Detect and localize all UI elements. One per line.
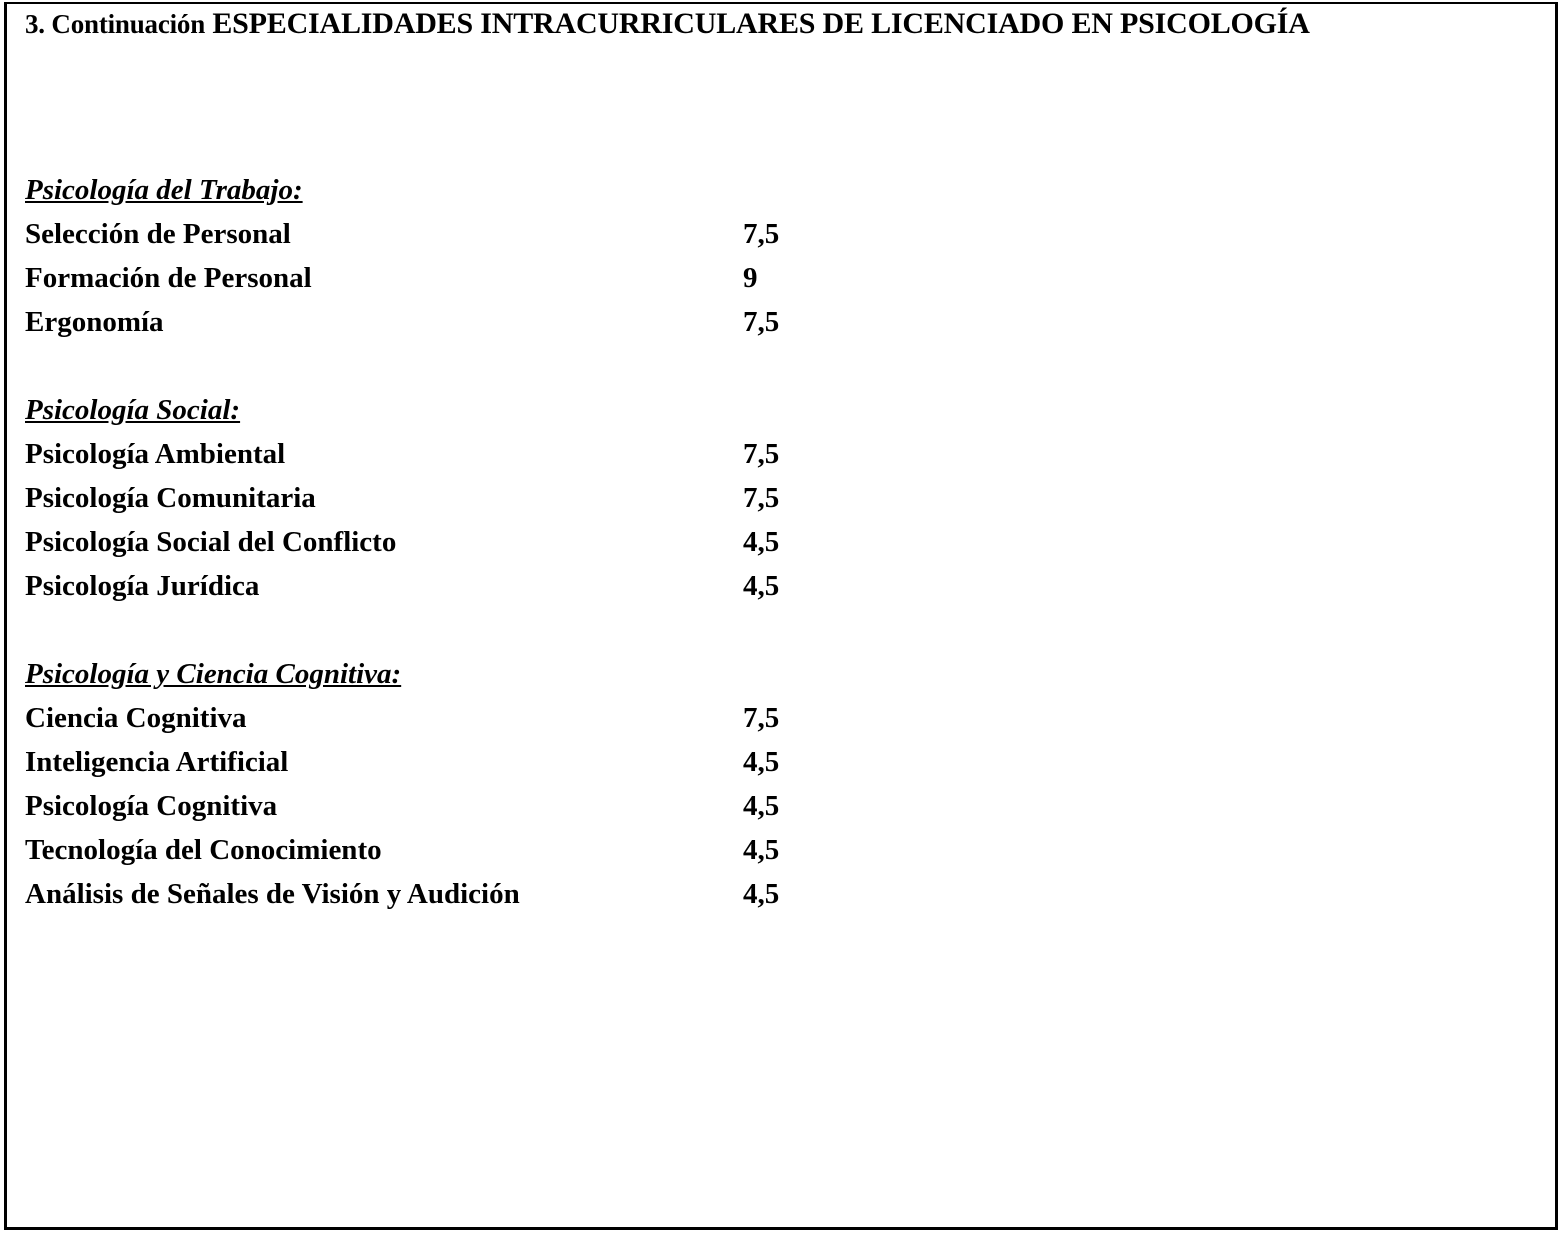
section-psicologia-ciencia-cognitiva (25, 652, 925, 916)
section-psicologia-social (25, 388, 925, 608)
subject-credits: 4,5 (743, 570, 780, 602)
title-main: ESPECIALIDADES INTRACURRICULARES DE LICENCIADO EN PSICOLOGÍA (212, 7, 1310, 40)
specialties-list (25, 168, 925, 960)
list-item (25, 520, 925, 564)
subject-name: Psicología Ambiental (25, 438, 286, 470)
subject-name: Ciencia Cognitiva (25, 702, 247, 734)
section-heading: Psicología Social: (25, 394, 241, 426)
list-item (25, 212, 925, 256)
subject-credits: 4,5 (743, 790, 780, 822)
list-item (25, 432, 925, 476)
list-item (25, 476, 925, 520)
list-item (25, 872, 925, 916)
section-heading: Psicología del Trabajo: (25, 174, 303, 206)
subject-name: Inteligencia Artificial (25, 746, 289, 778)
subject-name: Psicología Cognitiva (25, 790, 278, 822)
page-title (25, 4, 1310, 44)
title-lead: 3. Continuación (25, 9, 206, 39)
section-psicologia-trabajo (25, 168, 925, 344)
subject-credits: 7,5 (743, 702, 780, 734)
list-item (25, 784, 925, 828)
list-item (25, 564, 925, 608)
subject-name: Ergonomía (25, 306, 164, 338)
subject-name: Selección de Personal (25, 218, 291, 250)
subject-credits: 7,5 (743, 482, 780, 514)
section-heading: Psicología y Ciencia Cognitiva: (25, 658, 402, 690)
subject-name: Análisis de Señales de Visión y Audición (25, 878, 520, 910)
subject-credits: 7,5 (743, 218, 780, 250)
subject-credits: 4,5 (743, 526, 780, 558)
subject-credits: 4,5 (743, 746, 780, 778)
subject-credits: 4,5 (743, 834, 780, 866)
subject-name: Psicología Jurídica (25, 570, 260, 602)
list-item (25, 828, 925, 872)
list-item (25, 300, 925, 344)
subject-name: Psicología Comunitaria (25, 482, 316, 514)
subject-credits: 4,5 (743, 878, 780, 910)
list-item (25, 256, 925, 300)
subject-credits: 7,5 (743, 438, 780, 470)
list-item (25, 740, 925, 784)
subject-name: Tecnología del Conocimiento (25, 834, 382, 866)
subject-credits: 7,5 (743, 306, 780, 338)
subject-credits: 9 (743, 262, 758, 294)
subject-name: Formación de Personal (25, 262, 312, 294)
subject-name: Psicología Social del Conflicto (25, 526, 397, 558)
list-item (25, 696, 925, 740)
